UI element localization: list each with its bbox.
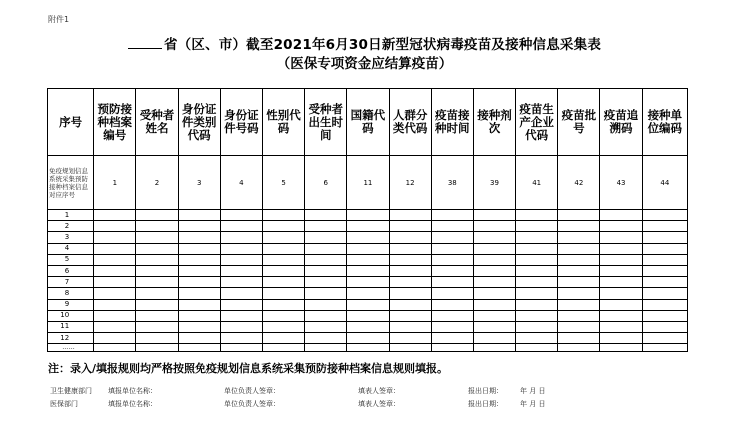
row-number: 2 [48,221,94,232]
code-cell: 6 [305,156,347,210]
data-cell[interactable] [347,321,389,332]
data-cell[interactable] [600,310,642,321]
table-row [48,221,688,232]
data-cell[interactable] [389,265,431,276]
page-title [0,33,729,53]
data-cell[interactable] [389,321,431,332]
data-cell[interactable] [94,333,136,344]
data-cell[interactable] [178,254,220,265]
data-cell[interactable] [220,221,262,232]
data-cell[interactable] [178,321,220,332]
data-cell[interactable] [516,254,558,265]
data-cell[interactable] [558,277,600,288]
data-cell[interactable] [305,221,347,232]
data-cell[interactable] [305,254,347,265]
data-cell[interactable] [136,321,178,332]
data-cell[interactable] [600,232,642,243]
data-cell[interactable] [642,299,687,310]
data-cell[interactable] [642,310,687,321]
data-cell[interactable] [94,344,136,352]
code-cell: 3 [178,156,220,210]
code-cell: 2 [136,156,178,210]
data-cell[interactable] [220,333,262,344]
data-cell[interactable] [94,254,136,265]
data-cell[interactable] [642,344,687,352]
data-cell[interactable] [473,243,515,254]
row-number: 11 [48,321,94,332]
data-cell[interactable] [516,210,558,221]
data-cell[interactable] [600,254,642,265]
data-cell[interactable] [305,243,347,254]
data-cell[interactable] [473,265,515,276]
table-row [48,265,688,276]
data-cell[interactable] [262,243,304,254]
data-cell[interactable] [558,288,600,299]
data-cell[interactable] [516,221,558,232]
row-number: 4 [48,243,94,254]
data-cell[interactable] [305,344,347,352]
info-collection-table [47,88,688,352]
data-cell[interactable] [94,221,136,232]
data-cell[interactable] [136,288,178,299]
data-cell[interactable] [558,333,600,344]
page-title-text: 省（区、市）截至2021年6月30日新型冠状病毒疫苗及接种信息采集表 [163,37,602,53]
data-cell[interactable] [220,265,262,276]
header-id-number: 身份证件号码 [220,89,262,156]
data-cell[interactable] [136,265,178,276]
data-cell[interactable] [136,254,178,265]
data-cell[interactable] [558,310,600,321]
data-cell[interactable] [178,333,220,344]
footnote: 注：录入/填报规则均严格按照免疫规划信息系统采集预防接种档案信息规则填报。 [48,362,449,375]
header-batch: 疫苗批号 [558,89,600,156]
table-row [48,232,688,243]
table-row [48,299,688,310]
data-cell[interactable] [516,277,558,288]
data-cell[interactable] [558,221,600,232]
attachment-label: 附件1 [48,15,70,24]
data-cell[interactable] [389,333,431,344]
data-cell[interactable] [600,243,642,254]
data-cell[interactable] [516,310,558,321]
table-row [48,333,688,344]
data-cell[interactable] [347,243,389,254]
data-cell[interactable] [94,210,136,221]
header-vaccination-time: 疫苗接种时间 [431,89,473,156]
data-cell[interactable] [600,288,642,299]
data-cell[interactable] [178,310,220,321]
data-cell[interactable] [642,243,687,254]
data-cell[interactable] [305,277,347,288]
header-id-type: 身份证件类别代码 [178,89,220,156]
footer-date-label: 报出日期： [468,400,503,408]
data-cell[interactable] [262,310,304,321]
data-cell[interactable] [94,277,136,288]
table-row [48,288,688,299]
header-manufacturer: 疫苗生产企业代码 [516,89,558,156]
data-cell[interactable] [642,254,687,265]
data-cell[interactable] [178,344,220,352]
data-cell[interactable] [431,210,473,221]
data-cell[interactable] [642,265,687,276]
data-cell[interactable] [136,210,178,221]
data-cell[interactable] [262,333,304,344]
header-row [48,89,688,156]
data-cell[interactable] [642,288,687,299]
data-cell[interactable] [600,265,642,276]
data-cell[interactable] [558,265,600,276]
data-cell[interactable] [558,321,600,332]
data-cell[interactable] [516,288,558,299]
data-cell[interactable] [347,299,389,310]
table-row [48,310,688,321]
footer-dept: 医保部门 [50,400,78,408]
data-cell[interactable] [178,299,220,310]
data-cell[interactable] [431,310,473,321]
data-cell[interactable] [389,243,431,254]
header-population-class: 人群分类代码 [389,89,431,156]
data-cell[interactable] [473,221,515,232]
code-cell: 43 [600,156,642,210]
data-cell[interactable] [347,210,389,221]
data-cell[interactable] [220,321,262,332]
data-cell[interactable] [473,344,515,352]
data-cell[interactable] [220,277,262,288]
data-cell[interactable] [389,344,431,352]
data-cell[interactable] [558,232,600,243]
data-cell[interactable] [347,310,389,321]
footer-leader-label: 单位负责人签章： [224,400,280,408]
data-cell[interactable] [516,344,558,352]
row-number: 1 [48,210,94,221]
data-cell[interactable] [262,265,304,276]
code-cell: 39 [473,156,515,210]
data-cell[interactable] [473,210,515,221]
data-cell[interactable] [305,333,347,344]
code-cell: 4 [220,156,262,210]
header-trace-code: 疫苗追溯码 [600,89,642,156]
row-number: 5 [48,254,94,265]
code-cell: 11 [347,156,389,210]
data-cell[interactable] [262,232,304,243]
data-cell[interactable] [431,333,473,344]
data-cell[interactable] [347,254,389,265]
data-cell[interactable] [431,254,473,265]
data-cell[interactable] [178,221,220,232]
data-cell[interactable] [473,254,515,265]
data-cell[interactable] [220,299,262,310]
data-cell[interactable] [516,333,558,344]
data-cell[interactable] [305,321,347,332]
data-cell[interactable] [642,277,687,288]
data-cell[interactable] [600,277,642,288]
footer-leader-label: 单位负责人签章： [224,387,280,395]
code-cell: 41 [516,156,558,210]
data-cell[interactable] [305,232,347,243]
data-cell[interactable] [431,265,473,276]
data-cell[interactable] [136,310,178,321]
code-cell: 44 [642,156,687,210]
data-cell[interactable] [600,321,642,332]
data-cell[interactable] [94,265,136,276]
data-cell[interactable] [558,210,600,221]
header-unit-code: 接种单位编码 [642,89,687,156]
data-cell[interactable] [220,232,262,243]
footer-filler-label: 填表人签章： [358,387,400,395]
data-cell[interactable] [305,299,347,310]
header-record-id: 预防接种档案编号 [94,89,136,156]
data-cell[interactable] [136,243,178,254]
data-cell[interactable] [220,254,262,265]
row-number: 6 [48,265,94,276]
data-cell[interactable] [136,344,178,352]
data-cell[interactable] [642,321,687,332]
code-cell: 1 [94,156,136,210]
data-cell[interactable] [262,254,304,265]
data-cell[interactable] [516,232,558,243]
header-name: 受种者姓名 [136,89,178,156]
data-cell[interactable] [94,232,136,243]
data-cell[interactable] [431,277,473,288]
data-cell[interactable] [642,210,687,221]
data-cell[interactable] [178,277,220,288]
data-cell[interactable] [600,344,642,352]
code-cell: 42 [558,156,600,210]
data-cell[interactable] [262,321,304,332]
data-cell[interactable] [94,310,136,321]
data-cell[interactable] [178,232,220,243]
data-cell[interactable] [431,299,473,310]
data-cell[interactable] [220,210,262,221]
header-nationality: 国籍代码 [347,89,389,156]
data-cell[interactable] [305,265,347,276]
data-cell[interactable] [220,344,262,352]
province-blank[interactable] [128,36,162,49]
data-cell[interactable] [347,221,389,232]
data-cell[interactable] [220,288,262,299]
data-cell[interactable] [305,210,347,221]
data-cell[interactable] [389,254,431,265]
data-cell[interactable] [347,333,389,344]
data-cell[interactable] [473,310,515,321]
data-cell[interactable] [600,299,642,310]
data-cell[interactable] [389,288,431,299]
header-seq: 序号 [48,89,94,156]
data-cell[interactable] [136,299,178,310]
data-cell[interactable] [389,210,431,221]
data-cell[interactable] [558,243,600,254]
header-birth: 受种者出生时间 [305,89,347,156]
data-cell[interactable] [178,288,220,299]
footer-date-label: 报出日期： [468,387,503,395]
data-cell[interactable] [431,344,473,352]
table-row [48,321,688,332]
table-row [48,277,688,288]
data-cell[interactable] [262,210,304,221]
footer-filler-label: 填表人签章： [358,400,400,408]
data-cell[interactable] [389,221,431,232]
data-cell[interactable] [94,288,136,299]
data-cell[interactable] [600,210,642,221]
data-cell[interactable] [347,344,389,352]
data-cell[interactable] [516,243,558,254]
data-cell[interactable] [558,299,600,310]
table-row [48,254,688,265]
data-cell[interactable] [220,310,262,321]
footer-unit-label: 填报单位名称： [108,400,157,408]
data-cell[interactable] [136,232,178,243]
ellipsis-label: …… [48,344,94,352]
code-cell: 12 [389,156,431,210]
row-number: 7 [48,277,94,288]
code-row [48,156,688,210]
data-cell[interactable] [262,299,304,310]
header-gender: 性别代码 [262,89,304,156]
data-cell[interactable] [347,265,389,276]
data-cell[interactable] [262,221,304,232]
footer-dept: 卫生健康部门 [50,387,92,395]
data-cell[interactable] [136,277,178,288]
data-cell[interactable] [94,243,136,254]
row-number: 3 [48,232,94,243]
data-cell[interactable] [431,288,473,299]
footer-date-ymd: 年 月 日 [520,400,546,408]
page-subtitle: （医保专项资金应结算疫苗） [276,56,453,72]
data-cell[interactable] [389,277,431,288]
data-cell[interactable] [473,288,515,299]
data-cell[interactable] [389,310,431,321]
data-cell[interactable] [600,333,642,344]
data-cell[interactable] [136,221,178,232]
data-cell[interactable] [389,232,431,243]
data-cell[interactable] [347,288,389,299]
row-number: 9 [48,299,94,310]
data-cell[interactable] [642,232,687,243]
data-cell[interactable] [178,243,220,254]
data-cell[interactable] [516,299,558,310]
data-cell[interactable] [516,321,558,332]
data-cell[interactable] [94,321,136,332]
table-row [48,243,688,254]
data-cell[interactable] [431,232,473,243]
data-cell[interactable] [178,265,220,276]
footer-unit-label: 填报单位名称： [108,387,157,395]
row-number: 12 [48,333,94,344]
data-cell[interactable] [516,265,558,276]
code-row-label: 免疫规划信息系统采集预防接种档案信息对应序号 [48,156,94,210]
data-cell[interactable] [178,210,220,221]
data-cell[interactable] [305,310,347,321]
data-cell[interactable] [347,277,389,288]
data-cell[interactable] [94,299,136,310]
header-dose: 接种剂次 [473,89,515,156]
data-cell[interactable] [431,221,473,232]
data-cell[interactable] [473,333,515,344]
row-number: 10 [48,310,94,321]
code-cell: 38 [431,156,473,210]
data-cell[interactable] [262,344,304,352]
ellipsis-row [48,344,688,352]
data-cell[interactable] [558,344,600,352]
data-cell[interactable] [642,333,687,344]
data-cell[interactable] [473,277,515,288]
footer-date-ymd: 年 月 日 [520,387,546,395]
data-cell[interactable] [305,288,347,299]
data-cell[interactable] [389,299,431,310]
code-cell: 5 [262,156,304,210]
data-cell[interactable] [431,321,473,332]
data-cell[interactable] [262,288,304,299]
data-cell[interactable] [473,232,515,243]
data-cell[interactable] [473,321,515,332]
row-number: 8 [48,288,94,299]
data-cell[interactable] [600,221,642,232]
data-cell[interactable] [136,333,178,344]
data-cell[interactable] [431,243,473,254]
data-cell[interactable] [347,232,389,243]
data-cell[interactable] [262,277,304,288]
table-row [48,210,688,221]
data-cell[interactable] [642,221,687,232]
data-cell[interactable] [473,299,515,310]
data-cell[interactable] [220,243,262,254]
data-cell[interactable] [558,254,600,265]
